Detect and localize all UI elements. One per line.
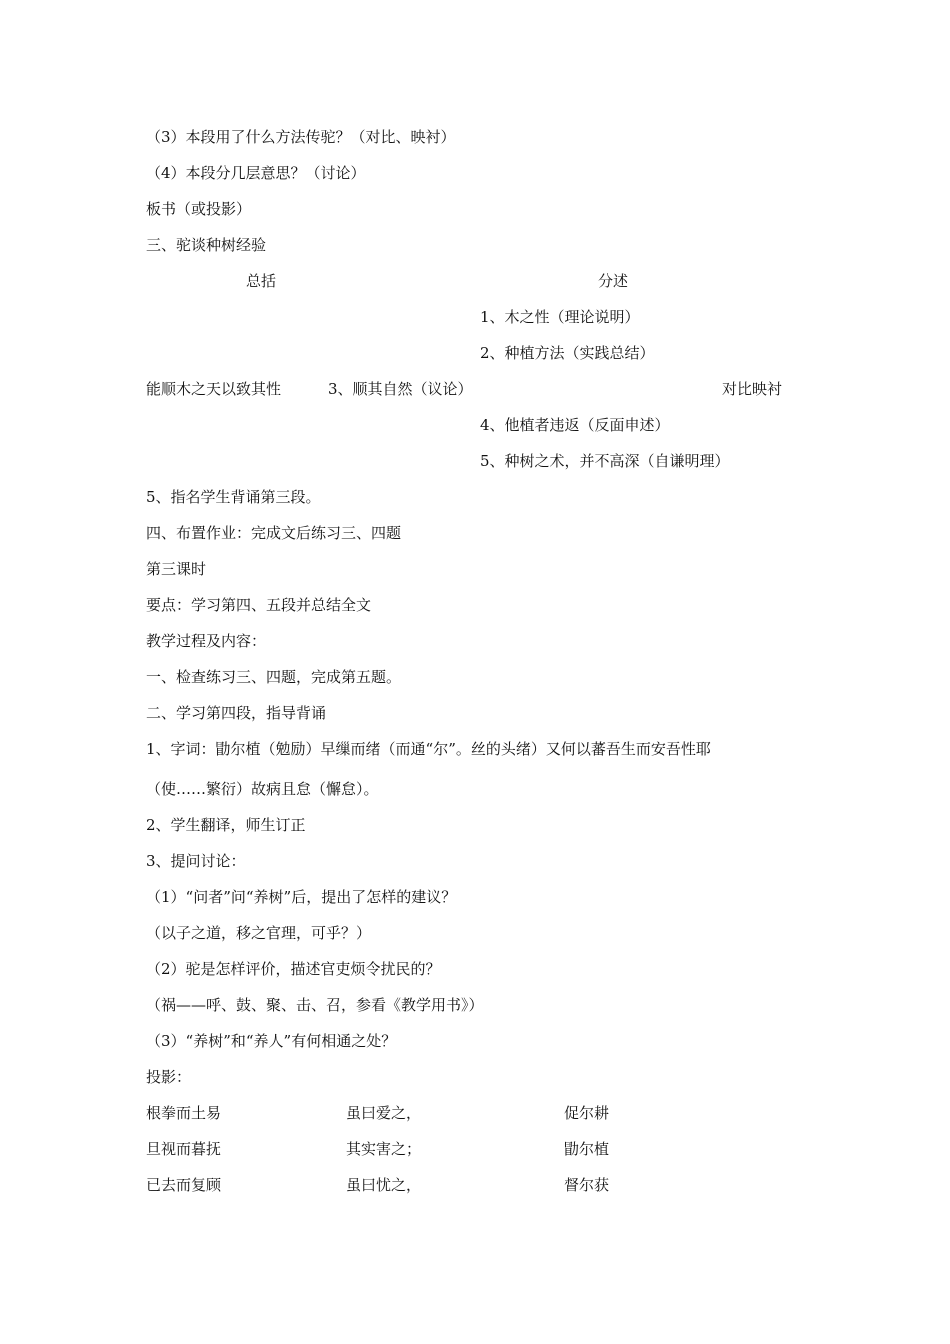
- discussion-heading: 3、提问讨论：: [146, 852, 246, 870]
- detail-item-4: 4、他植者违返（反面申述）: [480, 416, 670, 434]
- projection-cell: 其实害之；: [346, 1140, 422, 1158]
- translate-instruction: 2、学生翻译，师生订正: [146, 816, 306, 834]
- detail-label: 分述: [598, 272, 629, 290]
- section-3-heading: 三、驼谈种树经验: [146, 236, 267, 254]
- projection-cell: 督尔获: [564, 1176, 610, 1194]
- vocabulary-line-2: （使……繁衍）故病且怠（懈怠）。: [146, 780, 379, 798]
- process-heading: 教学过程及内容：: [146, 632, 267, 650]
- detail-item-3: 3、顺其自然（议论）: [328, 380, 473, 398]
- projection-cell: 虽曰爱之，: [346, 1104, 422, 1122]
- main-point: 能顺木之天以致其性: [146, 380, 282, 398]
- contrast-note: 对比映衬: [722, 380, 783, 398]
- detail-item-5: 5、种树之术，并不高深（自谦明理）: [480, 452, 730, 470]
- discussion-question-1: （1）“问者”问“养树”后，提出了怎样的建议？: [146, 888, 457, 906]
- board-heading: 板书（或投影）: [146, 200, 252, 218]
- detail-item-2: 2、种植方法（实践总结）: [480, 344, 655, 362]
- projection-cell: 旦视而暮抚: [146, 1140, 222, 1158]
- discussion-question-2: （2）驼是怎样评价，描述官吏烦令扰民的？: [146, 960, 441, 978]
- projection-cell: 勖尔植: [564, 1140, 610, 1158]
- projection-cell: 促尔耕: [564, 1104, 610, 1122]
- question-3: （3）本段用了什么方法传驼？（对比、映衬）: [146, 128, 456, 146]
- discussion-answer-2: （祸——呼、鼓、聚、击、召，参看《教学用书》）: [146, 996, 484, 1014]
- key-points: 要点：学习第四、五段并总结全文: [146, 596, 372, 614]
- projection-cell: 虽曰忧之，: [346, 1176, 422, 1194]
- step-1: 一、检查练习三、四题，完成第五题。: [146, 668, 402, 686]
- discussion-answer-1: （以子之道，移之官理，可乎？）: [146, 924, 372, 942]
- discussion-question-3: （3）“养树”和“养人”有何相通之处？: [146, 1032, 397, 1050]
- step-2: 二、学习第四段，指导背诵: [146, 704, 327, 722]
- projection-cell: 根拳而土易: [146, 1104, 222, 1122]
- projection-cell: 已去而复顾: [146, 1176, 222, 1194]
- projection-heading: 投影：: [146, 1068, 192, 1086]
- homework-heading: 四、布置作业：完成文后练习三、四题: [146, 524, 402, 542]
- recite-instruction: 5、指名学生背诵第三段。: [146, 488, 321, 506]
- vocabulary-line-1: 1、字词：勖尔植（勉励）早缫而绪（而通“尔”。丝的头绪）又何以蕃吾生而安吾性耶: [146, 740, 711, 758]
- summary-label: 总括: [246, 272, 277, 290]
- detail-item-1: 1、木之性（理论说明）: [480, 308, 640, 326]
- question-4: （4）本段分几层意思？（讨论）: [146, 164, 366, 182]
- lesson-3-heading: 第三课时: [146, 560, 207, 578]
